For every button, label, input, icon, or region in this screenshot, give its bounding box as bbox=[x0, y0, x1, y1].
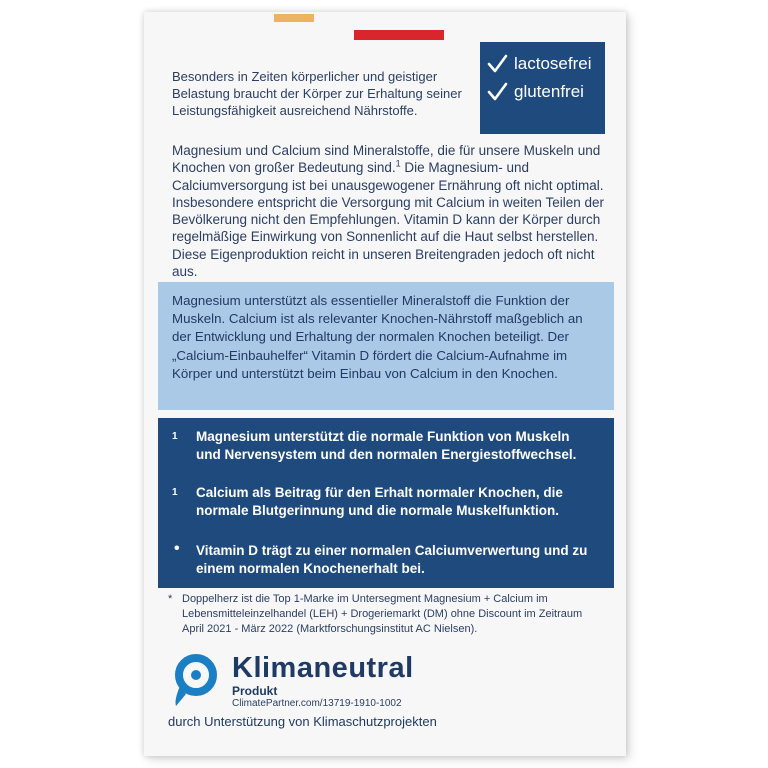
footnote-marker: 1 bbox=[395, 158, 401, 169]
climate-title: Klimaneutral bbox=[232, 652, 414, 684]
body-paragraph bbox=[172, 142, 612, 280]
body-text-a: Magnesium und Calcium sind Mineralstoffe, die für unsere Muskeln und Knochen von großer Bedeutung sind. bbox=[172, 143, 601, 176]
climate-url: ClimatePartner.com/13719-1910-1002 bbox=[232, 698, 402, 709]
check-icon bbox=[486, 81, 508, 103]
badge-item-lactosefrei bbox=[480, 50, 605, 78]
claim-text: Magnesium unterstützt die normale Funktion von Muskeln und Nervensystem und den normalen Energiestoffwechsel. bbox=[196, 429, 577, 462]
package-back bbox=[144, 12, 626, 756]
climate-support-text: durch Unterstützung von Klimaschutzprojekten bbox=[168, 714, 437, 729]
climate-subtitle: Produkt bbox=[232, 684, 278, 698]
highlight-box bbox=[158, 282, 614, 410]
orange-artwork-fragment bbox=[274, 14, 314, 22]
highlight-text: Magnesium unterstützt als essentieller Mineralstoff die Funktion der Muskeln. Calcium ist als relevanter Knochen-Nährstoff maßgeblich an der Entwicklung und Erhaltung der normalen Knochen beteiligt. Der „Calcium-Einbauhelfer“ Vitamin D fördert die Calcium-Aufnahme im Körper und unterstützt beim Einbau von Calcium in den Knochen. bbox=[172, 293, 583, 381]
bullet-marker: • bbox=[174, 540, 180, 557]
free-from-badge bbox=[480, 42, 605, 134]
badge-label: lactosefrei bbox=[514, 54, 592, 73]
claim-text: Vitamin D trägt zu einer normalen Calciumverwertung und zu einem normalen Knochenerhalt bei. bbox=[196, 543, 588, 576]
footnote-star: * bbox=[168, 593, 173, 605]
footnote-text: Doppelherz ist die Top 1-Marke im Untersegment Magnesium + Calcium im Lebensmitteleinzelhandel (LEH) + Drogeriemarkt (DM) ohne Discount im Zeitraum April 2021 - März 2022 (Marktforschungsinstitut AC Nielsen). bbox=[182, 593, 583, 635]
badge-item-glutenfrei bbox=[480, 78, 605, 106]
claims-box bbox=[158, 418, 614, 588]
check-icon bbox=[486, 53, 508, 75]
red-artwork-fragment bbox=[354, 30, 444, 40]
intro-paragraph: Besonders in Zeiten körperlicher und geistiger Belastung braucht der Körper zur Erhaltung seiner Leistungsfähigkeit ausreichend Nährstoffe. bbox=[172, 69, 462, 118]
climate-partner-logo-icon bbox=[172, 652, 222, 708]
claim-marker: 1 bbox=[172, 487, 178, 498]
claim-text: Calcium als Beitrag für den Erhalt normaler Knochen, die normale Blutgerinnung und die normale Muskelfunktion. bbox=[196, 485, 563, 518]
claim-marker: 1 bbox=[172, 431, 178, 442]
top-artwork-strip bbox=[144, 12, 626, 42]
badge-label: glutenfrei bbox=[514, 82, 584, 101]
body-text-b: Die Magnesium- und Calciumversorgung ist bei unausgewogener Ernährung oft nicht optimal. Insbesondere entspricht die Versorgung mit Calcium in weiten Teilen der Bevölkerung nicht den Empfehlungen. Vitamin D kann der Körper durch regelmäßige Einwirkung von Sonnenlicht auf die Haut selbst herstellen. Diese Eigenproduktion reicht in unseren Breitengraden jedoch oft nicht aus. bbox=[172, 160, 604, 280]
